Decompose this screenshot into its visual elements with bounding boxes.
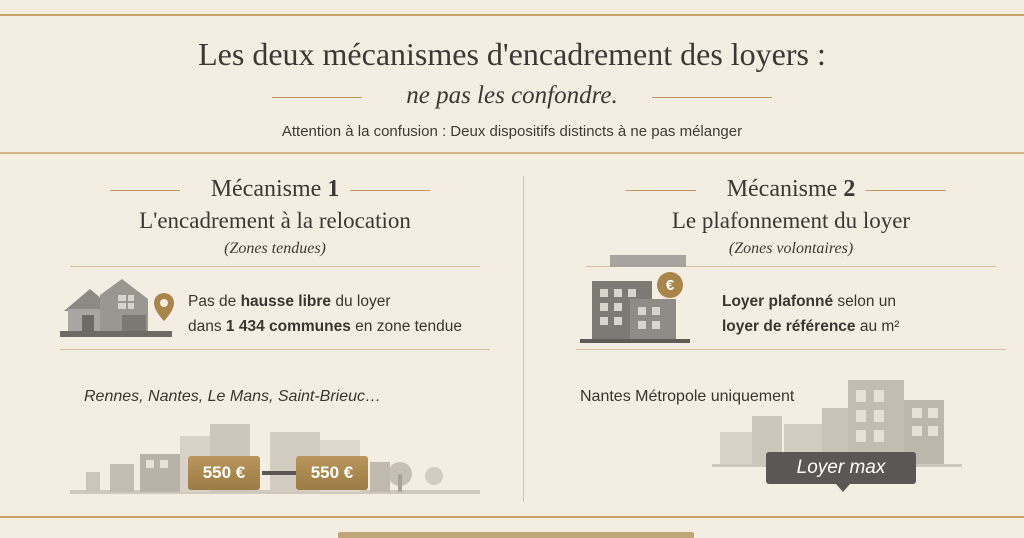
mechanism-2-feature	[556, 267, 1024, 349]
text-segment: du loyer	[331, 293, 391, 310]
warning-text: Attention à la confusion : Deux dispositifs distincts à ne pas mélanger	[281, 123, 743, 140]
house-location-icon	[60, 273, 180, 343]
euro-coin-symbol: €	[665, 277, 675, 294]
mechanism-1-panel	[40, 170, 510, 510]
mechanism-1-zone: (Zones tendues)	[224, 240, 326, 257]
mechanism-1-feature-text	[188, 289, 462, 339]
mechanism-2-title: Le plafonnement du loyer	[671, 208, 911, 233]
subtitle-right-line	[652, 97, 772, 98]
area-text: Nantes Métropole uniquement	[580, 388, 795, 405]
mechanism-number: 2	[843, 176, 856, 202]
feature-line-1	[722, 289, 899, 314]
heading-line-right	[866, 190, 946, 191]
heading-line-right	[350, 190, 430, 191]
price-tag-before: 550 €	[188, 456, 260, 490]
feature-line-1	[188, 289, 462, 314]
mechanism-2-feature-text	[722, 289, 899, 339]
mechanism-2-label	[556, 176, 1024, 203]
text-segment: Pas de	[188, 293, 241, 310]
mechanism-1-title: L'encadrement à la relocation	[139, 208, 411, 233]
text-segment: selon un	[833, 293, 897, 310]
text-emphasis: hausse libre	[240, 293, 332, 310]
text-segment: dans	[188, 318, 226, 335]
column-divider	[523, 176, 524, 502]
mechanism-label: Mécanisme	[726, 176, 838, 202]
feature-divider	[576, 349, 1006, 350]
equals-connector-icon	[262, 469, 296, 477]
text-emphasis: Loyer plafonné	[722, 293, 834, 310]
mid-rule	[0, 152, 1024, 154]
feature-line-2	[722, 314, 899, 339]
text-emphasis: 1 434 communes	[225, 318, 351, 335]
building-euro-icon	[580, 255, 700, 347]
price-tag-after: 550 €	[296, 456, 368, 490]
mechanism-number: 1	[327, 176, 340, 202]
feature-line-2	[188, 314, 462, 339]
cities-list: Rennes, Nantes, Le Mans, Saint-Brieuc…	[84, 388, 382, 405]
text-emphasis: loyer de référence	[722, 318, 856, 335]
loyer-max-badge: Loyer max	[766, 452, 916, 484]
bottom-rule	[0, 516, 1024, 518]
cityscape-illustration	[70, 414, 490, 498]
subtitle-row	[0, 82, 1024, 112]
text-segment: au m²	[855, 318, 900, 335]
mechanism-2-zone: (Zones volontaires)	[728, 240, 854, 257]
mechanism-2-heading	[556, 170, 1024, 206]
mechanism-1-feature	[40, 267, 510, 349]
mechanism-label: Mécanisme	[210, 176, 322, 202]
text-segment: en zone tendue	[350, 318, 463, 335]
feature-divider	[60, 349, 490, 350]
page-subtitle: ne pas les confondre.	[406, 82, 618, 109]
page-title: Les deux mécanismes d'encadrement des loyers :	[198, 36, 826, 72]
mechanism-1-heading	[40, 170, 510, 206]
mechanism-1-label	[40, 176, 510, 203]
mechanism-2-panel	[556, 170, 1024, 510]
bottom-tab	[338, 532, 694, 538]
top-rule	[0, 14, 1024, 16]
